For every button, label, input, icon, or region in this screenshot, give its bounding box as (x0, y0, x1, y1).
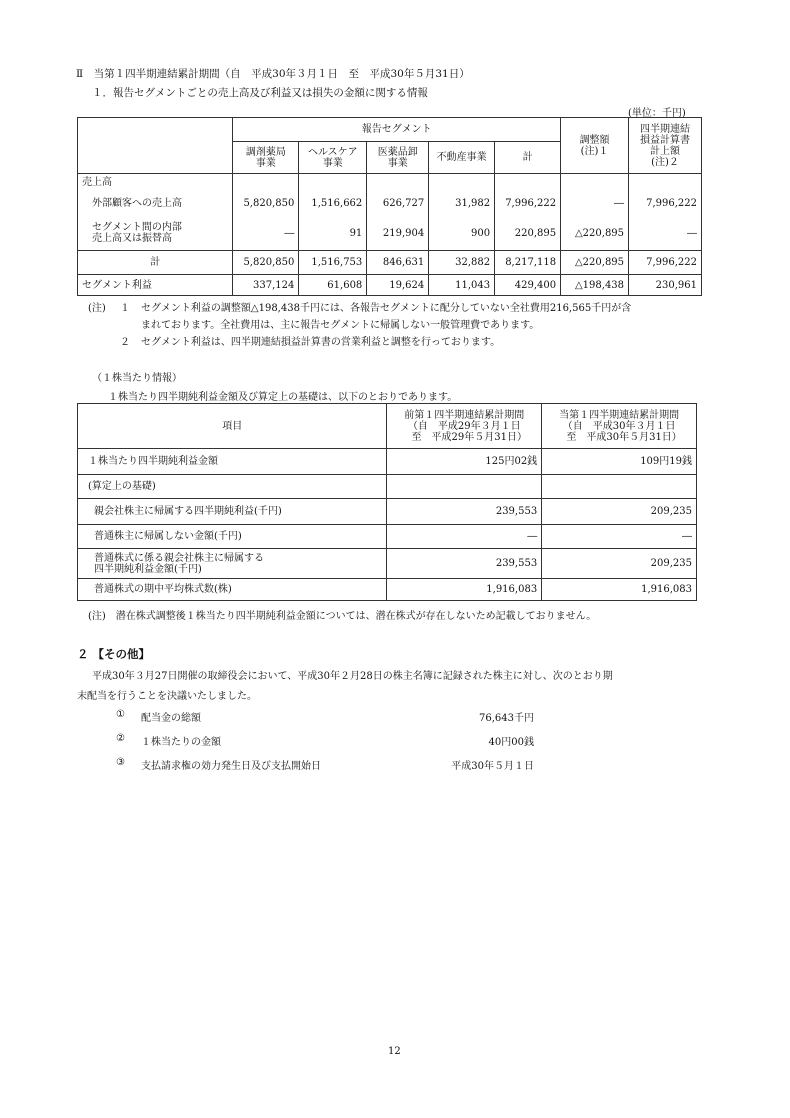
table-row (78, 275, 702, 296)
cell: 846,631 (367, 251, 429, 275)
cell: △198,438 (561, 275, 629, 296)
row-label-sales: 売上高 (78, 174, 233, 191)
table-row (78, 191, 702, 217)
dividend-item-num: ① (116, 709, 125, 720)
dividend-item-label: 配当金の総額 (141, 713, 201, 724)
eps-row-label: 普通株式に係る親会社株主に帰属する 四半期純利益金額(千円) (78, 549, 387, 579)
col-header-consolidated: 四半期連結 損益計算書 計上額 (注)２ (629, 118, 702, 174)
cell: 220,895 (495, 217, 561, 251)
note-1-number: １ (120, 303, 130, 314)
dividend-item-num: ③ (116, 757, 125, 768)
cell: 109円19銭 (542, 449, 697, 475)
table-corner (78, 118, 233, 174)
col-header-adjust: 調整額 (注)１ (561, 118, 629, 174)
table-row (78, 499, 697, 525)
table-row (78, 217, 702, 251)
row-label-internal: セグメント間の内部 売上高又は振替高 (78, 217, 233, 251)
cell: ― (542, 525, 697, 549)
table-row (78, 251, 702, 275)
cell: 7,996,222 (629, 191, 702, 217)
unit-label: (単位：千円) (628, 108, 686, 119)
other-paragraph-line1: 平成30年３月27日開催の取締役会において、平成30年２月28日の株主名簿に記録された株主に対し、次のとおり期 (92, 671, 613, 682)
cell: ― (387, 525, 542, 549)
cell: 1,916,083 (542, 579, 697, 601)
cell (542, 475, 697, 499)
other-section-title: ２ 【その他】 (77, 647, 151, 661)
note-2-number: ２ (120, 337, 130, 348)
cell: △220,895 (561, 251, 629, 275)
cell: 429,400 (495, 275, 561, 296)
cell: 19,624 (367, 275, 429, 296)
cell: 1,516,753 (299, 251, 367, 275)
col-header-realestate: 不動産事業 (429, 142, 495, 174)
cell: 8,217,118 (495, 251, 561, 275)
note-1-line2: まれております。全社費用は、主に報告セグメントに帰属しない一般管理費であります。 (141, 320, 540, 331)
eps-row-label: 普通株主に帰属しない金額(千円) (78, 525, 387, 549)
cell: 32,882 (429, 251, 495, 275)
dividend-item-label: １株当たりの金額 (141, 737, 221, 748)
cell: 61,608 (299, 275, 367, 296)
col-header-wholesale: 医薬品卸 事業 (367, 142, 429, 174)
note-1-line1: セグメント利益の調整額△198,438千円には、各報告セグメントに配分していない全社費用216,565千円が含 (141, 303, 632, 314)
eps-row-label: 親会社株主に帰属する四半期純利益(千円) (78, 499, 387, 525)
eps-col-curr: 当第１四半期連結累計期間 （自 平成30年３月１日 至 平成30年５月31日） (542, 404, 697, 449)
note-2-line1: セグメント利益は、四半期連結損益計算書の営業利益と調整を行っております。 (141, 337, 501, 348)
group-header: 報告セグメント (233, 118, 561, 142)
dividend-item-num: ② (116, 733, 125, 744)
eps-row-label: (算定上の基礎) (78, 475, 387, 499)
subsection-title: １．報告セグメントごとの売上高及び利益又は損失の金額に関する情報 (92, 87, 428, 99)
eps-row-label: １株当たり四半期純利益金額 (78, 449, 387, 475)
note-prefix: (注) (88, 303, 106, 314)
dividend-item-value: 40円00銭 (488, 737, 534, 748)
row-label-total: 計 (78, 251, 233, 275)
cell: 230,961 (629, 275, 702, 296)
cell: 219,904 (367, 217, 429, 251)
cell: 337,124 (233, 275, 299, 296)
eps-note: (注) 潜在株式調整後１株当たり四半期純利益金額については、潜在株式が存在しないため記載しておりません。 (88, 611, 597, 622)
eps-col-item: 項目 (78, 404, 387, 449)
cell: 5,820,850 (233, 191, 299, 217)
cell: 209,235 (542, 499, 697, 525)
eps-row-label: 普通株式の期中平均株式数(株) (78, 579, 387, 601)
cell: 91 (299, 217, 367, 251)
eps-table (77, 403, 697, 601)
cell: 7,996,222 (495, 191, 561, 217)
dividend-item-value: 76,643千円 (479, 713, 534, 724)
cell: 1,516,662 (299, 191, 367, 217)
section-title: Ⅱ 当第１四半期連結累計期間（自 平成30年３月１日 至 平成30年５月31日） (76, 68, 470, 80)
page-number: 12 (388, 1046, 401, 1057)
cell: 239,553 (387, 549, 542, 579)
cell: 239,553 (387, 499, 542, 525)
cell: ― (561, 191, 629, 217)
table-row (78, 475, 697, 499)
cell: 125円02銭 (387, 449, 542, 475)
cell: 1,916,083 (387, 579, 542, 601)
cell: 7,996,222 (629, 251, 702, 275)
dividend-item-value: 平成30年５月１日 (451, 761, 534, 772)
col-header-healthcare: ヘルスケア 事業 (299, 142, 367, 174)
cell: 209,235 (542, 549, 697, 579)
cell: 5,820,850 (233, 251, 299, 275)
cell (387, 475, 542, 499)
cell: 626,727 (367, 191, 429, 217)
cell: △220,895 (561, 217, 629, 251)
other-paragraph-line2: 末配当を行うことを決議いたしました。 (77, 691, 257, 702)
eps-intro: １株当たり四半期純利益金額及び算定上の基礎は、以下のとおりであります。 (108, 392, 458, 403)
cell: 11,043 (429, 275, 495, 296)
table-row (78, 525, 697, 549)
cell: 31,982 (429, 191, 495, 217)
table-row (78, 449, 697, 475)
col-header-pharmacy: 調剤薬局 事業 (233, 142, 299, 174)
cell: ― (233, 217, 299, 251)
col-header-subtotal: 計 (495, 142, 561, 174)
cell: ― (629, 217, 702, 251)
eps-section-title: （１株当たり情報） (92, 373, 182, 384)
row-label-external: 外部顧客への売上高 (78, 191, 233, 217)
eps-col-prev: 前第１四半期連結累計期間 （自 平成29年３月１日 至 平成29年５月31日） (387, 404, 542, 449)
dividend-item-label: 支払請求権の効力発生日及び支払開始日 (141, 761, 321, 772)
table-row (78, 549, 697, 579)
cell: 900 (429, 217, 495, 251)
table-row (78, 579, 697, 601)
row-label-profit: セグメント利益 (78, 275, 233, 296)
segment-table (77, 117, 702, 296)
